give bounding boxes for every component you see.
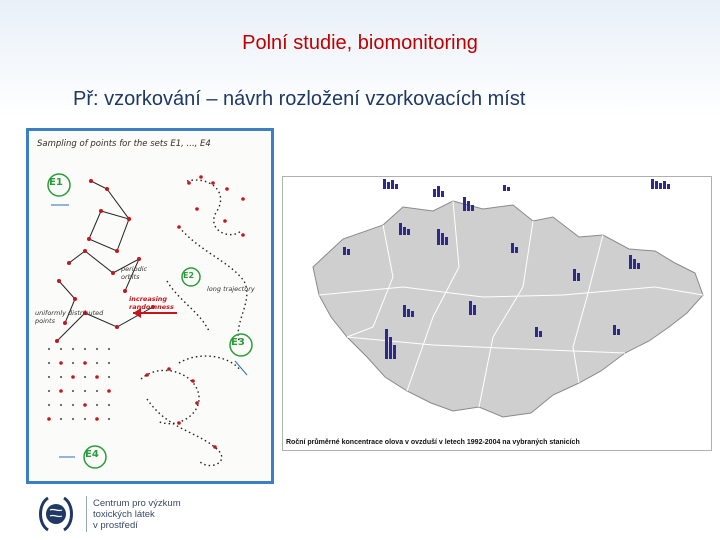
label-uniformly-distributed: uniformly distributed points: [35, 309, 104, 325]
slide-title: Polní studie, biomonitoring: [242, 32, 478, 54]
label-long-trajectory: long trajectory: [207, 285, 255, 293]
slide-subtitle: Př: vzorkování – návrh rozložení vzorkovacích míst: [73, 88, 526, 110]
footer-org-line3: v prostředí: [93, 520, 138, 531]
footer-divider: [86, 496, 87, 532]
footer-org-line2: toxických látek: [93, 509, 155, 520]
label-e4: E4: [85, 449, 99, 460]
footer-org-line1: Centrum pro výzkum: [93, 498, 181, 509]
footer-org-name: [93, 498, 181, 531]
label-e1: E1: [49, 177, 63, 188]
label-increasing-randomness: increasing randomness: [129, 295, 174, 311]
sampling-sketch-image: [26, 128, 274, 484]
map-drawing: [283, 177, 711, 437]
label-periodic-orbits: periodic orbits: [121, 265, 148, 281]
map-caption: Roční průměrné koncentrace olova v ovzduší v letech 1992-2004 na vybraných stanicích: [286, 439, 580, 446]
recetox-logo-icon: [34, 494, 78, 534]
label-e2: E2: [183, 271, 195, 280]
label-e3: E3: [231, 337, 245, 348]
czech-map-image: [282, 176, 712, 451]
sketch-heading: Sampling of points for the sets E1, ..., E4: [37, 139, 211, 149]
